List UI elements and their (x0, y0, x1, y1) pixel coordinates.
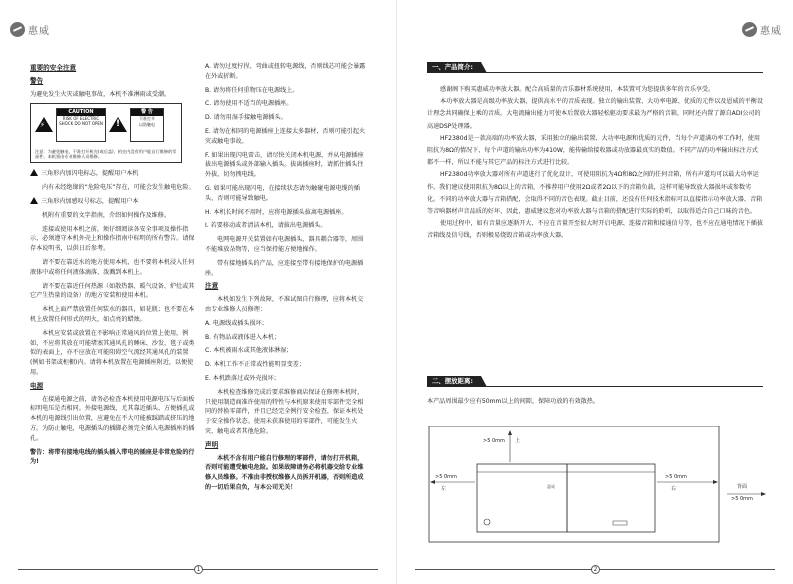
grounding-text-2: 带有接地插头的产品，应连接至带有接地保护的电源插座。 (205, 259, 364, 277)
icon-note-2: 三角形内加感叹号标志，提醒用户本 (30, 197, 196, 207)
page-number: 1 (194, 565, 203, 574)
brand-logo (10, 22, 50, 37)
power-heading: 电源 (30, 381, 44, 390)
right-side-label: 右 (671, 486, 677, 492)
top-arrowhead-icon (508, 430, 512, 435)
right-distance-label: >5 0mm (665, 474, 687, 480)
placement-diagram (427, 426, 769, 544)
statement-heading: 声明 (205, 440, 219, 449)
intro-paragraph: 使用过程中，如有音量应逐渐开大，不应在音量开至很大时开启电源、连接音箱和接通信号等，也不应在通电情况下插拔音箱线及信号线，否则极易烧毁音箱或功率放大器。 (427, 220, 763, 240)
lightning-triangle-icon (35, 117, 53, 132)
power-item: I. 若要移动或者清洁本机，请拔出电源插头。 (205, 222, 327, 230)
intro-paragraph: 本功率放大器是高级功率放大器，提供高水平的音质表现。独立的输出装置、大功率电源、优质的元件以及恩威的平衡设计理念共同确保上乘的音质。大电流输出能力可使本后置放大器轻松驱动要求最为严格的音箱，同时还内置了源自ADI公司的高速DSP处理器。 (427, 98, 763, 130)
final-warning: 警告：将带有接地电线的插头插入带电的插座是非常危险的行为! (30, 448, 195, 466)
icon-note-2-text: 机附有重要的文字指南，介绍如何操作及维修。 (42, 211, 170, 219)
back-arrowhead-icon (761, 492, 766, 496)
icon-note-1: 三角形内加闪电标志，提醒用户本机 (30, 169, 196, 179)
safety-column-1 (30, 62, 196, 471)
intro-paragraph: HF2380d是一款高端的功率放大器，采用独立的输出装置、大功率电源和优质的元件，当每个声道满功率工作时，使用阻抗为8Ω的情况下，每个声道的输出功率为410W，能传输给接收器或功放器最真实的数值。不同产品的功率输出标注方式都不一样，所以不能与其它产品的标注方式进行比较。 (427, 134, 760, 167)
power-item: F. 如果出现闪电雷击，请尽快关闭本机电源，并从电源插座拔出电源插头或外部输入插头。拔离插座时，请抓住插头往外拔，切勿拽电线。 (205, 151, 364, 179)
fault-item: B. 有物品或液体进入本机； (205, 333, 281, 341)
top-side-label: 上 (515, 438, 521, 444)
power-item: A. 请勿过度拧捏、弯曲或扭转电源线，否则线芯可能会暴露在外或折断。 (205, 63, 366, 80)
warning-box-text-1: 不准打开 (139, 116, 155, 122)
safety-paragraph: 请不要在靠近任何热源（如散热器、暖气设备、炉灶或其它产生热量的设备）的地方安装和使用本机。 (30, 282, 195, 300)
warning-box-label: 警 告 (131, 109, 163, 116)
brand-logo-text: 惠威 (28, 26, 50, 37)
fault-item: E. 本机跌落过或外壳损坏； (205, 374, 280, 382)
intro-paragraph: 感谢阁下购买惠威功率放大器。配合高质量的音乐器材系统使用，本装置可为您提供多年的音乐享受。 (440, 86, 715, 93)
left-page (0, 0, 396, 584)
device-brand-label: 惠威 (547, 484, 555, 489)
power-item: B. 请勿将任何重物压在电源线上。 (205, 86, 299, 94)
enclosure-outline (429, 426, 719, 542)
safety-paragraph: 连接或使用本机之前，须仔细阅读各安全事项及操作指示，必须遵守本机外壳上和操作指南中标明的所有警告。请保存本说明书，以供日后参考。 (30, 225, 195, 253)
back-distance-label: >5 0mm (731, 496, 753, 502)
left-distance-label: >5 0mm (435, 474, 457, 480)
caution-note: 注意：为避免触电，不准打开机壳(或后盖)，机壳内没有用户能自行维修的零部件，本机须由专业维修人员维修。 (35, 148, 177, 159)
fault-item: D. 本机工作不正常或性能明显变差； (205, 361, 305, 369)
right-page (397, 0, 793, 584)
power-button-icon (484, 519, 490, 525)
safety-paragraph: 请不要在靠近水的地方使用本机，也不要将本机浸入任何液体中或将任何液体滴落、泼溅到本机上。 (30, 258, 195, 276)
exclamation-triangle-icon (109, 117, 127, 132)
fault-item: A. 电源线或插头损坏； (205, 319, 268, 327)
brand-logo-text: 惠威 (760, 26, 782, 37)
brand-logo-icon (10, 22, 25, 37)
power-item: G. 如果可能出现闪电，在接续状态请勿触碰电源电缆的插头，否则可能导致触电。 (205, 184, 360, 202)
caution-label: CAUTION (57, 109, 105, 116)
power-item: D. 请勿用湿手接触电源插头。 (205, 114, 287, 122)
power-item: E. 请勿在相同的电源插座上连接太多器材，否则可能引起火灾或触电事故。 (205, 127, 366, 145)
caution-label-box (30, 103, 182, 163)
grounding-text: 电网电源开关装置如有电源插头、器具耦合器等，周围不能堆放杂物等，应当保持能方便地操作。 (205, 236, 364, 253)
warning-box-text-2: 以防触电 (139, 122, 155, 128)
statement-text: 本机不含有用户能自行修理的零部件，请勿打开机箱，否则可能遭受触电危险。如果故障请务必将机器交给专业维修人员维修。不准由非授权维修人员拆开机器，否则所造成的一切后果自负，与本公司无关！ (205, 454, 364, 491)
top-distance-label: >5 0mm (483, 438, 505, 444)
service-text: 本机检查维修完成后要求维修商店保证在修理本机时，只使用制造商准许使用的特性与本机原来使用零部件完全相同的替换零部件，并且已经完全例行安全检查，保证本机处于安全操作状态。使用未获准使用的零部件，可能发生火灾、触电或者其他危险。 (205, 388, 364, 435)
section-intro-body (427, 84, 763, 243)
page-number: 2 (591, 565, 600, 574)
power-item: C. 请勿使用不适当的电源插座。 (205, 100, 293, 108)
amplifier-body-right (567, 464, 655, 532)
icon-note-1-text: 内有未经绝缘的“危险电压”存在，可能会发生触电危险。 (42, 184, 195, 192)
left-side-label: 左 (441, 486, 447, 492)
safety-paragraph: 本机应安装或放置在不影响正常通风的位置上使用，例如，不应将其放在可能堵塞其通风孔的睡床、沙发、毯子或类似的表面上，亦不应放在可能阻碍空气流经其通风孔的装置(例如书架或柜橱)内。请将本机放置在电源插座附近，以便使用。 (30, 329, 195, 376)
placement-diagram-svg (427, 426, 769, 544)
power-item: H. 本机长时间不用时，应将电源插头拔离电源插座。 (205, 208, 348, 216)
exclamation-warning-icon (30, 197, 38, 204)
section-placement-header (427, 376, 763, 387)
brand-logo-icon (742, 22, 757, 37)
caution-sub: RISK OF ELECTRIC SHOCK DO NOT OPEN (59, 116, 103, 127)
safety-column-2 (205, 62, 368, 497)
placement-text: 本产品周围最少应有50mm以上的间隙，保障功放的有效散热。 (427, 398, 599, 405)
indicator-light (613, 521, 627, 525)
section-intro-header (427, 62, 763, 73)
safety-title: 重要的安全注意 (30, 64, 77, 72)
safety-paragraph: 本机上面严禁放置任何装水的器具，如花瓶；也不要在本机上放置任何形式的明火，如点亮的蜡烛。 (30, 306, 195, 323)
caution-panel (56, 108, 106, 142)
amplifier-body (477, 464, 567, 532)
warning-text: 为避免发生火灾或触电事故，本机不准淋雨或受潮。 (30, 90, 171, 98)
intro-paragraph: HF2380d功率放大器对所有声道进行了优化设计，可使用阻抗为4Ω和8Ω之间的任何音箱，所有声道均可以最大功率运作。我们建议使用阻抗为8Ω以上的音箱，不推荐用户使用2Ω或者2Ω以下的音箱负载，这样可能导致放大器损坏或参数劣化。不同的功率放大器与音箱搭配，会取得不同的音色表现。截止目前，还没有任何技术指标可以直接指示功率放大器、音箱等音响器材声音品质的好坏，因此，惠威建议您对功率放大器与音箱的搭配进行实际的聆听，以取得适合自己口味的音色。 (427, 171, 763, 216)
section-intro-title: 一、产品简介: (427, 62, 481, 73)
safety-paragraph: 在接通电源之前，请务必检查本机使用电源电压与后面板标明电压是否相同。外接电源线，尤其靠近插头、方便插孔或本机的电源线引出位置，应避免在不大可能被踩踏或挤压的地方。为防止触电，电源插头的插脚必须完全插入电源插座的插孔。 (30, 395, 195, 442)
brand-logo (742, 22, 782, 37)
right-arrowhead-icon (713, 480, 718, 484)
section-placement-title: 二、摆放距离: (427, 376, 481, 387)
notice-text: 本机如发生下列故障，不准试图自行修理，应将本机交由专业维修人员修理： (205, 296, 364, 313)
fault-item: C. 本机被雨水或其他液体淋湿； (205, 347, 293, 355)
warning-panel (130, 108, 164, 142)
back-side-label: 背面 (737, 484, 748, 490)
notice-heading: 注意 (205, 282, 219, 291)
lightning-warning-icon (30, 169, 38, 176)
left-arrowhead-icon (430, 480, 435, 484)
warning-heading: 警告 (30, 76, 44, 85)
